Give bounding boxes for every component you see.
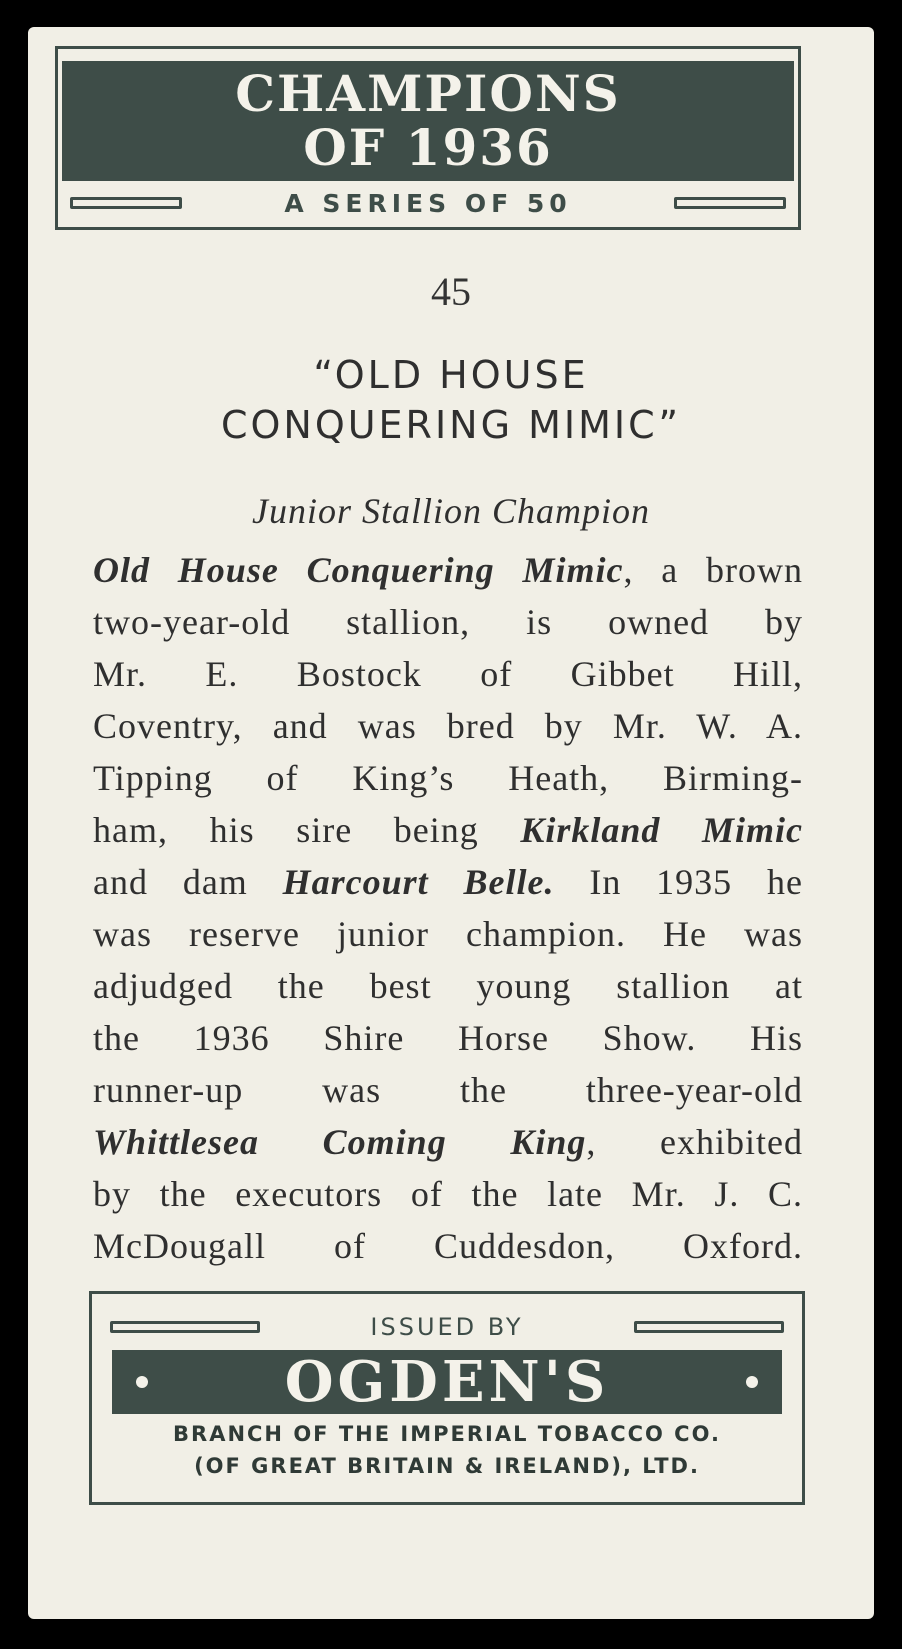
body-line <box>93 856 803 908</box>
footer-company-line2: (OF GREAT BRITAIN & IRELAND), LTD. <box>194 1454 700 1478</box>
horse-name-line2: CONQUERING MIMIC” <box>220 403 682 447</box>
dam-name-italic: Harcourt Belle. <box>282 862 555 902</box>
card-header <box>55 46 801 230</box>
body-line: runner-up was the three-year-old <box>93 1070 803 1110</box>
horse-name <box>60 350 842 450</box>
body-line: by the executors of the late Mr. J. C. <box>93 1174 803 1214</box>
body-line: adjudged the best young stallion at <box>93 966 803 1006</box>
decorative-bar-right <box>634 1321 784 1333</box>
card-number: 45 <box>431 269 471 314</box>
body-line <box>93 1116 803 1168</box>
body-text-fragment: and dam <box>93 862 283 902</box>
dot-icon <box>746 1376 758 1388</box>
header-title-line1: CHAMPIONS <box>235 64 621 123</box>
horse-name-line1: “OLD HOUSE <box>313 353 589 397</box>
dot-icon <box>136 1376 148 1388</box>
decorative-bar-right <box>674 197 786 209</box>
footer-company-line1: BRANCH OF THE IMPERIAL TOBACCO CO. <box>173 1422 721 1446</box>
brand-name: OGDEN'S <box>284 1349 610 1415</box>
decorative-bar-left <box>70 197 182 209</box>
body-text-fragment: , a brown <box>623 550 803 590</box>
body-text-fragment: ham, his sire being <box>93 810 521 850</box>
body-line: was reserve junior champion. He was <box>93 914 803 954</box>
header-title-band <box>62 61 794 181</box>
body-line: Mr. E. Bostock of Gibbet Hill, <box>93 654 803 694</box>
issued-by-label: ISSUED BY <box>370 1313 524 1341</box>
series-label: A SERIES OF 50 <box>284 188 572 218</box>
description-text <box>93 544 803 1272</box>
body-line: two-year-old stallion, is owned by <box>93 602 803 642</box>
brand-band <box>112 1350 782 1414</box>
body-line: Coventry, and was bred by Mr. W. A. <box>93 706 803 746</box>
issuer-footer <box>89 1291 805 1505</box>
body-line <box>93 804 803 856</box>
series-row <box>70 185 786 221</box>
runner-up-name-italic: Whittlesea Coming King <box>93 1122 587 1162</box>
body-line: the 1936 Shire Horse Show. His <box>93 1018 803 1058</box>
body-text-fragment: , exhibited <box>586 1122 804 1162</box>
horse-name-italic: Old House Conquering Mimic <box>93 550 624 590</box>
body-line: Tipping of King’s Heath, Birming- <box>93 758 803 798</box>
body-line <box>93 544 803 596</box>
issued-by-row <box>110 1310 784 1344</box>
body-line: McDougall of Cuddesdon, Oxford. <box>93 1226 803 1266</box>
decorative-bar-left <box>110 1321 260 1333</box>
header-title-line2: OF 1936 <box>303 118 553 177</box>
horse-title: Junior Stallion Champion <box>251 491 650 531</box>
sire-name-italic: Kirkland Mimic <box>520 810 804 850</box>
body-text-fragment: In 1935 he <box>554 862 803 902</box>
